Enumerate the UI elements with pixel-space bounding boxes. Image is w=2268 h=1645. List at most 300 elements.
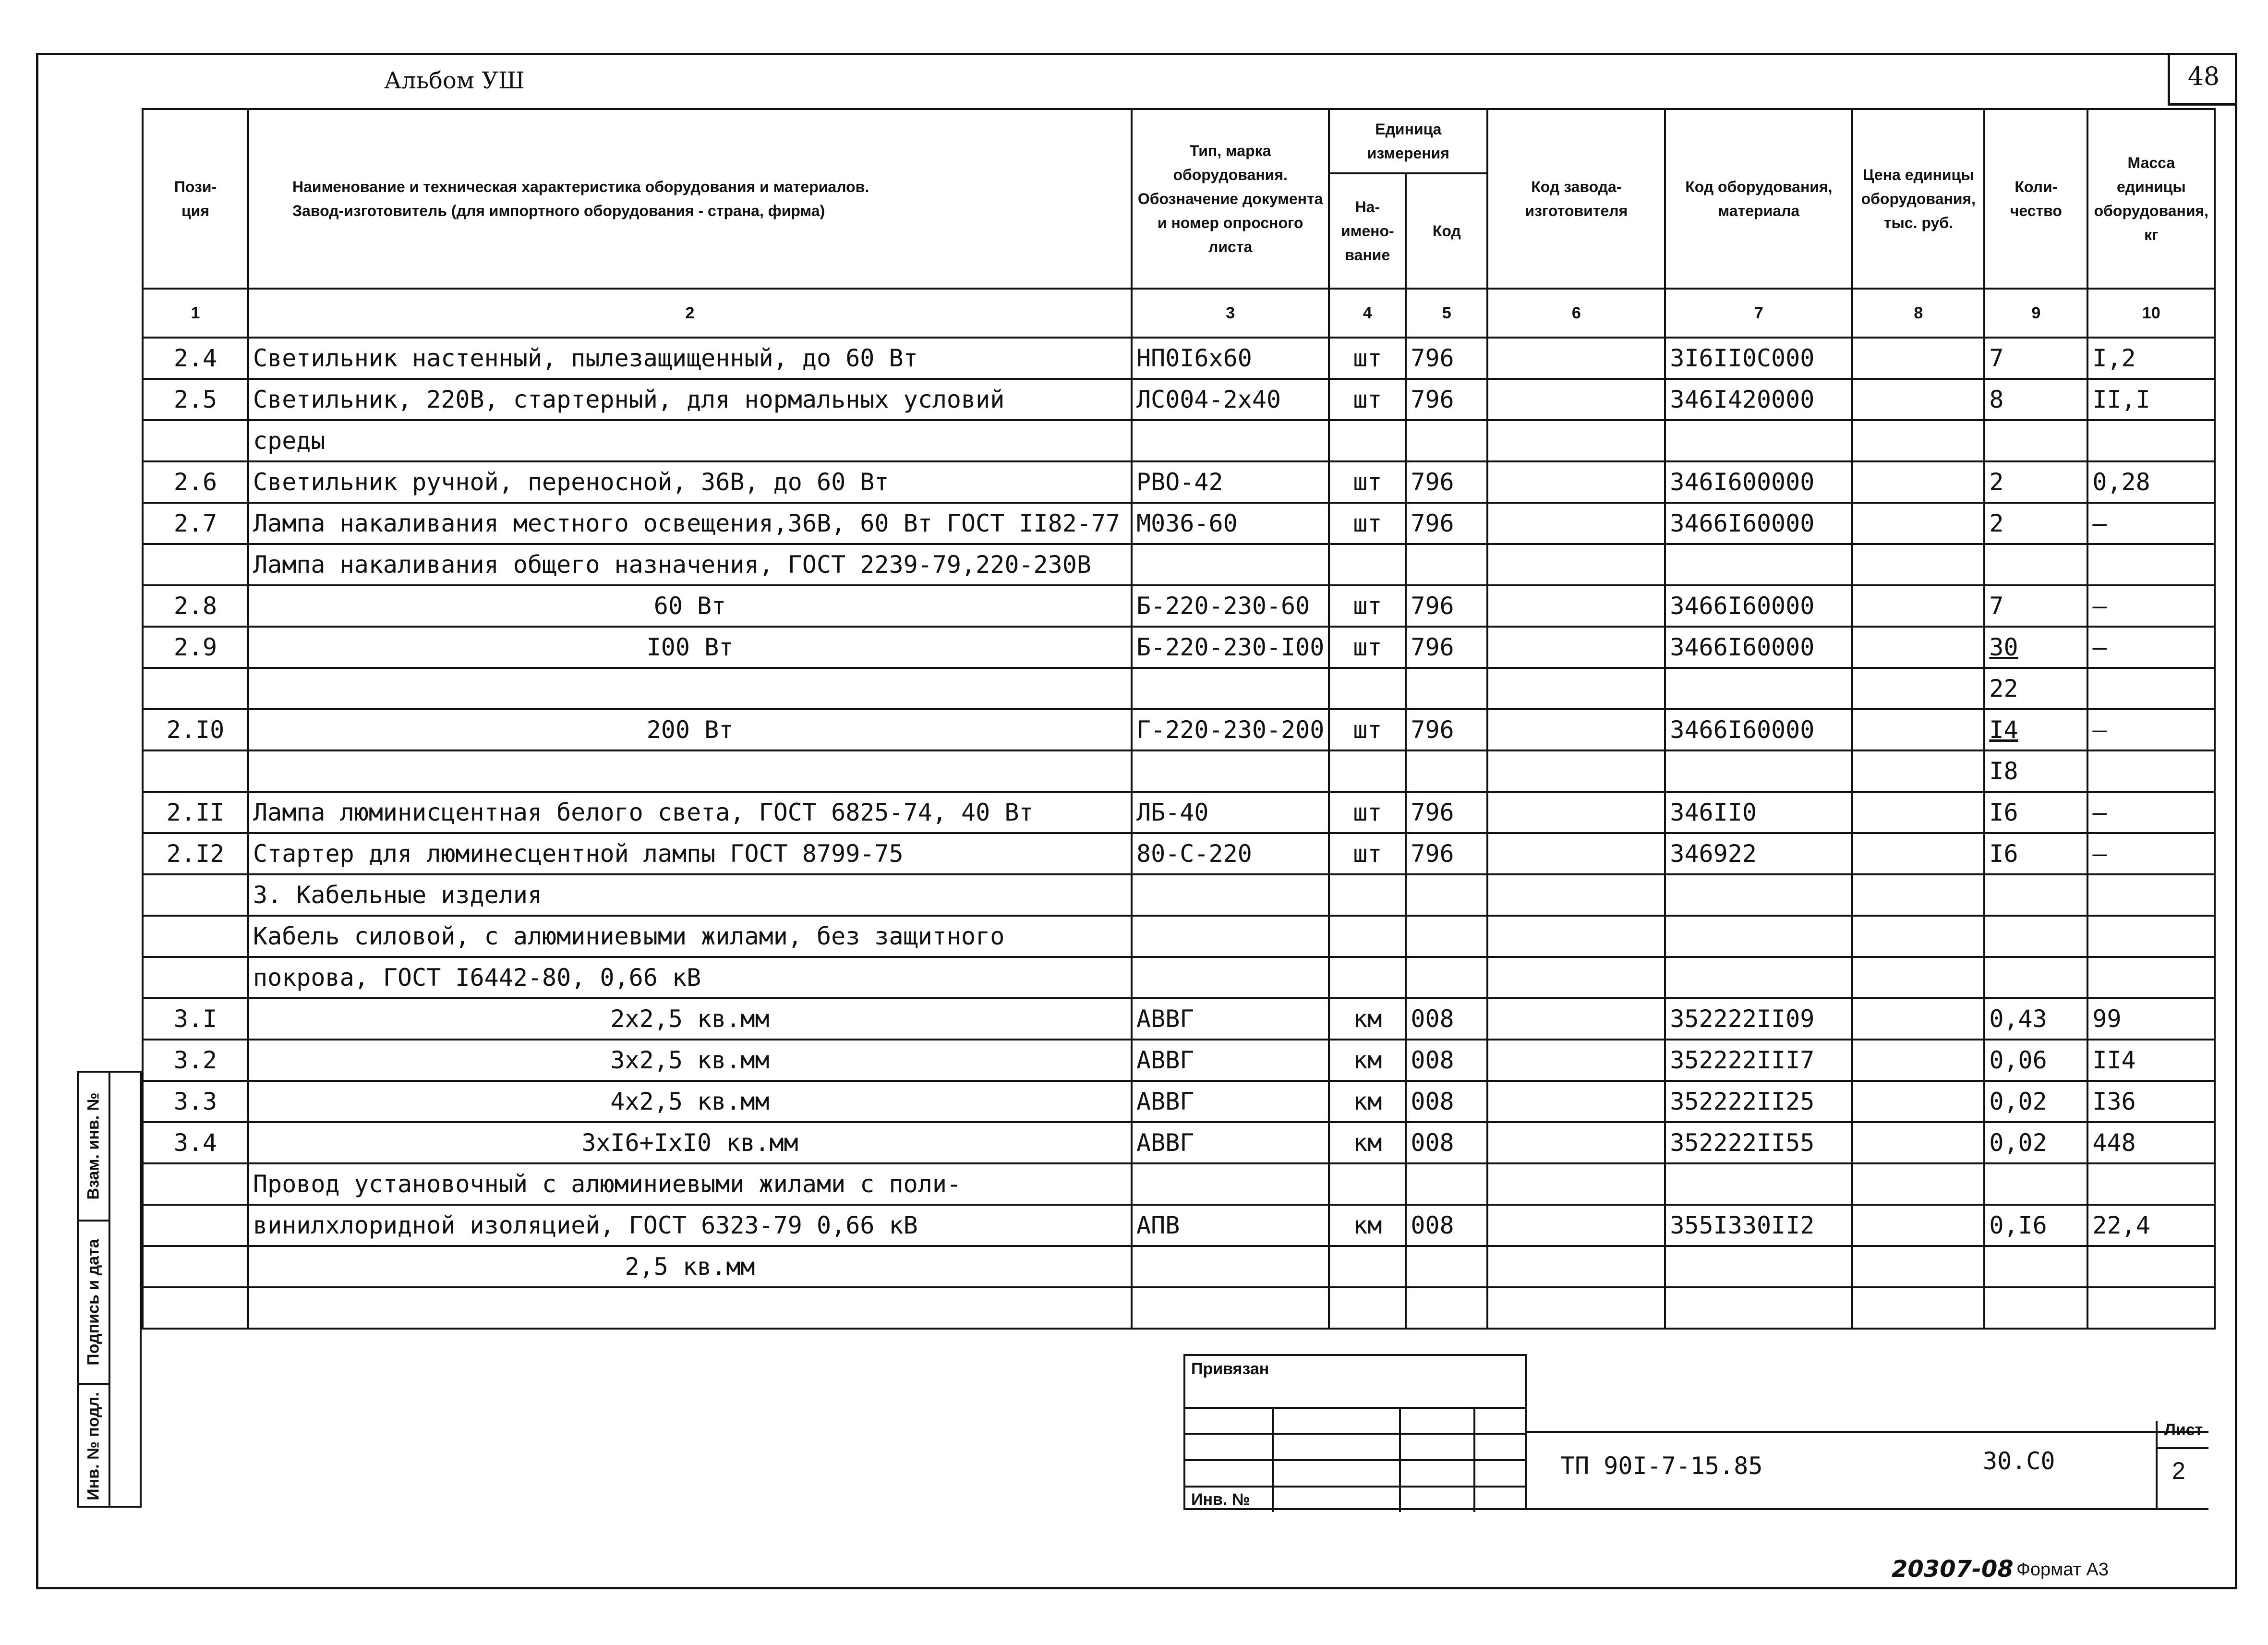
cell-equip-code xyxy=(1665,544,1852,585)
cell-mass: II,I xyxy=(2087,379,2215,420)
side-zam-inv: Взам. инв. № xyxy=(79,1073,109,1222)
document-suffix: 30.С0 xyxy=(1983,1447,2055,1475)
cell-price xyxy=(1852,709,1984,750)
cell-unit xyxy=(1329,668,1406,709)
cell-type xyxy=(1132,420,1329,461)
cell-qty xyxy=(1984,1287,2087,1329)
cell-qty: I6 xyxy=(1984,833,2087,874)
cell-factory-code xyxy=(1487,998,1665,1040)
side-inv-podl: Инв. № подл. xyxy=(84,1392,103,1500)
cell-pos: 3.I xyxy=(143,998,248,1040)
cell-factory-code xyxy=(1487,1122,1665,1163)
cell-pos xyxy=(143,420,248,461)
cell-equip-code xyxy=(1665,916,1852,957)
cell-qty xyxy=(1984,420,2087,461)
cell-unit-code xyxy=(1406,916,1487,957)
cell-name: Лампа люминисцентная белого света, ГОСТ 6825-74, 40 Вт xyxy=(248,792,1132,833)
cell-equip-code xyxy=(1665,1246,1852,1287)
cell-name: 4х2,5 кв.мм xyxy=(248,1081,1132,1122)
header-mass: Масса единицы оборудования, кг xyxy=(2087,109,2215,289)
cell-pos: 2.4 xyxy=(143,338,248,379)
table-row xyxy=(143,420,2215,461)
table-row xyxy=(143,1081,2215,1122)
cell-qty: 22 xyxy=(1984,668,2087,709)
cell-unit-code: 796 xyxy=(1406,503,1487,544)
cell-mass xyxy=(2087,1287,2215,1329)
privyazan-label: Привязан xyxy=(1191,1360,1269,1378)
cell-pos xyxy=(143,874,248,916)
header-equip-code: Код оборудования, материала xyxy=(1665,109,1852,289)
header-unit-name: На-имено-вание xyxy=(1329,173,1406,289)
cell-price xyxy=(1852,585,1984,627)
cell-equip-code xyxy=(1665,420,1852,461)
cell-type: НП0I6х60 xyxy=(1132,338,1329,379)
cell-mass xyxy=(2087,1163,2215,1205)
cell-factory-code xyxy=(1487,1081,1665,1122)
cell-type: АВВГ xyxy=(1132,1122,1329,1163)
cell-unit xyxy=(1329,874,1406,916)
header-factory-code: Код завода-изготовителя xyxy=(1487,109,1665,289)
table-row xyxy=(143,957,2215,998)
cell-mass: 0,28 xyxy=(2087,461,2215,503)
cell-type xyxy=(1132,668,1329,709)
cell-unit xyxy=(1329,544,1406,585)
table-row xyxy=(143,379,2215,420)
cell-price xyxy=(1852,1205,1984,1246)
cell-pos xyxy=(143,668,248,709)
cell-qty xyxy=(1984,544,2087,585)
cell-unit-code xyxy=(1406,420,1487,461)
cell-name: Светильник настенный, пылезащищенный, до 60 Вт xyxy=(248,338,1132,379)
cell-equip-code xyxy=(1665,750,1852,792)
cell-equip-code: 346I600000 xyxy=(1665,461,1852,503)
cell-qty xyxy=(1984,1163,2087,1205)
cell-qty: 0,06 xyxy=(1984,1040,2087,1081)
cell-factory-code xyxy=(1487,585,1665,627)
cell-type: Б-220-230-60 xyxy=(1132,585,1329,627)
table-row xyxy=(143,585,2215,627)
cell-price xyxy=(1852,1163,1984,1205)
column-number: 6 xyxy=(1487,289,1665,338)
cell-factory-code xyxy=(1487,461,1665,503)
cell-unit-code: 008 xyxy=(1406,1040,1487,1081)
cell-factory-code xyxy=(1487,503,1665,544)
cell-unit-code xyxy=(1406,957,1487,998)
cell-name: Стартер для люминесцентной лампы ГОСТ 8799-75 xyxy=(248,833,1132,874)
cell-pos: 3.2 xyxy=(143,1040,248,1081)
cell-equip-code xyxy=(1665,874,1852,916)
cell-qty: 0,02 xyxy=(1984,1081,2087,1122)
column-number: 8 xyxy=(1852,289,1984,338)
cell-name: Кабель силовой, с алюминиевыми жилами, без защитного xyxy=(248,916,1132,957)
cell-equip-code xyxy=(1665,1287,1852,1329)
table-row xyxy=(143,544,2215,585)
cell-unit-code: 796 xyxy=(1406,709,1487,750)
cell-pos: 2.I2 xyxy=(143,833,248,874)
album-label: Альбом УШ xyxy=(384,67,525,94)
column-numbers-row xyxy=(143,289,2215,338)
cell-name: I00 Вт xyxy=(248,627,1132,668)
cell-name: Лампа накаливания общего назначения, ГОСТ 2239-79,220-230В xyxy=(248,544,1132,585)
cell-type xyxy=(1132,1287,1329,1329)
cell-pos xyxy=(143,1287,248,1329)
cell-qty: 0,I6 xyxy=(1984,1205,2087,1246)
cell-type xyxy=(1132,916,1329,957)
page-number: 48 xyxy=(2168,53,2237,106)
cell-unit-code: 796 xyxy=(1406,461,1487,503)
cell-unit-code: 796 xyxy=(1406,627,1487,668)
table-row xyxy=(143,750,2215,792)
header-unit-group: Единица измерения xyxy=(1329,109,1487,173)
cell-pos: 2.7 xyxy=(143,503,248,544)
cell-price xyxy=(1852,668,1984,709)
table-row xyxy=(143,1040,2215,1081)
cell-unit-code: 008 xyxy=(1406,1205,1487,1246)
table-row xyxy=(143,792,2215,833)
cell-mass: I,2 xyxy=(2087,338,2215,379)
cell-mass: 448 xyxy=(2087,1122,2215,1163)
cell-type: АВВГ xyxy=(1132,1040,1329,1081)
cell-factory-code xyxy=(1487,792,1665,833)
table-row xyxy=(143,916,2215,957)
table-row xyxy=(143,998,2215,1040)
cell-price xyxy=(1852,750,1984,792)
cell-mass: – xyxy=(2087,792,2215,833)
table-row xyxy=(143,668,2215,709)
cell-name: Светильник ручной, переносной, 36В, до 60 Вт xyxy=(248,461,1132,503)
cell-qty: 2 xyxy=(1984,503,2087,544)
cell-mass: 22,4 xyxy=(2087,1205,2215,1246)
cell-price xyxy=(1852,338,1984,379)
cell-mass: 99 xyxy=(2087,998,2215,1040)
side-podpis: Подпись и дата xyxy=(79,1222,109,1385)
cell-equip-code: 352222III7 xyxy=(1665,1040,1852,1081)
header-pos: Пози- ция xyxy=(143,109,248,289)
cell-price xyxy=(1852,916,1984,957)
cell-price xyxy=(1852,379,1984,420)
cell-qty: 30 xyxy=(1984,627,2087,668)
table-row xyxy=(143,503,2215,544)
cell-pos xyxy=(143,957,248,998)
cell-mass xyxy=(2087,544,2215,585)
cell-price xyxy=(1852,998,1984,1040)
cell-qty xyxy=(1984,1246,2087,1287)
cell-unit: шт xyxy=(1329,709,1406,750)
specification-table xyxy=(142,108,2216,1330)
cell-pos xyxy=(143,916,248,957)
cell-unit: шт xyxy=(1329,461,1406,503)
cell-unit-code: 008 xyxy=(1406,1122,1487,1163)
cell-price xyxy=(1852,1122,1984,1163)
cell-factory-code xyxy=(1487,916,1665,957)
column-number: 7 xyxy=(1665,289,1852,338)
cell-equip-code: 352222II25 xyxy=(1665,1081,1852,1122)
cell-unit xyxy=(1329,420,1406,461)
table-row xyxy=(143,461,2215,503)
cell-equip-code: 3466I60000 xyxy=(1665,585,1852,627)
cell-qty: 0,02 xyxy=(1984,1122,2087,1163)
cell-name: 2х2,5 кв.мм xyxy=(248,998,1132,1040)
cell-mass: I36 xyxy=(2087,1081,2215,1122)
cell-name: 3. Кабельные изделия xyxy=(248,874,1132,916)
cell-name: Провод установочный с алюминиевыми жилами с поли- xyxy=(248,1163,1132,1205)
table-row xyxy=(143,833,2215,874)
cell-unit: км xyxy=(1329,1205,1406,1246)
sheet-box xyxy=(2156,1421,2208,1510)
cell-name: 3хI6+IхI0 кв.мм xyxy=(248,1122,1132,1163)
cell-pos xyxy=(143,544,248,585)
cell-pos: 2.5 xyxy=(143,379,248,420)
cell-unit-code xyxy=(1406,668,1487,709)
column-number: 2 xyxy=(248,289,1132,338)
cell-factory-code xyxy=(1487,957,1665,998)
cell-unit: км xyxy=(1329,998,1406,1040)
cell-mass: – xyxy=(2087,585,2215,627)
cell-type xyxy=(1132,750,1329,792)
cell-pos: 2.8 xyxy=(143,585,248,627)
cell-qty: 0,43 xyxy=(1984,998,2087,1040)
cell-factory-code xyxy=(1487,1040,1665,1081)
cell-equip-code xyxy=(1665,1163,1852,1205)
cell-equip-code: 3466I60000 xyxy=(1665,627,1852,668)
inventory-number: 20307-08 xyxy=(1892,1556,2014,1583)
sheet-number: 2 xyxy=(2172,1457,2185,1484)
cell-unit: км xyxy=(1329,1122,1406,1163)
cell-price xyxy=(1852,792,1984,833)
cell-equip-code: 352222II09 xyxy=(1665,998,1852,1040)
cell-type xyxy=(1132,544,1329,585)
binding-stamp xyxy=(1183,1354,1527,1510)
cell-unit: шт xyxy=(1329,792,1406,833)
cell-unit-code: 008 xyxy=(1406,1081,1487,1122)
cell-equip-code: 3466I60000 xyxy=(1665,503,1852,544)
table-row xyxy=(143,1122,2215,1163)
inv-no-label: Инв. № xyxy=(1191,1490,1250,1509)
cell-qty xyxy=(1984,957,2087,998)
cell-factory-code xyxy=(1487,420,1665,461)
cell-factory-code xyxy=(1487,709,1665,750)
cell-qty: I6 xyxy=(1984,792,2087,833)
cell-qty xyxy=(1984,874,2087,916)
cell-pos: 2.II xyxy=(143,792,248,833)
cell-type: 80-С-220 xyxy=(1132,833,1329,874)
cell-price xyxy=(1852,874,1984,916)
column-number: 1 xyxy=(143,289,248,338)
title-block xyxy=(1527,1421,2208,1510)
cell-type: АПВ xyxy=(1132,1205,1329,1246)
table-row xyxy=(143,709,2215,750)
cell-factory-code xyxy=(1487,874,1665,916)
cell-unit-code: 796 xyxy=(1406,338,1487,379)
header-unit-code: Код xyxy=(1406,173,1487,289)
cell-factory-code xyxy=(1487,627,1665,668)
cell-type xyxy=(1132,1246,1329,1287)
cell-factory-code xyxy=(1487,379,1665,420)
cell-factory-code xyxy=(1487,338,1665,379)
cell-mass: – xyxy=(2087,627,2215,668)
cell-equip-code: 352222II55 xyxy=(1665,1122,1852,1163)
cell-unit xyxy=(1329,750,1406,792)
cell-name: Лампа накаливания местного освещения,36В, 60 Вт ГОСТ II82-77 xyxy=(248,503,1132,544)
cell-mass xyxy=(2087,420,2215,461)
cell-price xyxy=(1852,1081,1984,1122)
cell-type xyxy=(1132,874,1329,916)
header-qty: Коли-чество xyxy=(1984,109,2087,289)
cell-type: ЛС004-2х40 xyxy=(1132,379,1329,420)
cell-name: винилхлоридной изоляцией, ГОСТ 6323-79 0,66 кВ xyxy=(248,1205,1132,1246)
cell-factory-code xyxy=(1487,668,1665,709)
cell-unit xyxy=(1329,1163,1406,1205)
cell-mass xyxy=(2087,957,2215,998)
cell-price xyxy=(1852,627,1984,668)
sheet-label: Лист xyxy=(2164,1421,2203,1439)
cell-unit: км xyxy=(1329,1081,1406,1122)
document-code: ТП 90I-7-15.85 xyxy=(1560,1452,1763,1480)
cell-equip-code: 355I330II2 xyxy=(1665,1205,1852,1246)
cell-equip-code: 346922 xyxy=(1665,833,1852,874)
cell-type xyxy=(1132,1163,1329,1205)
cell-qty: 7 xyxy=(1984,585,2087,627)
cell-factory-code xyxy=(1487,750,1665,792)
cell-unit-code: 008 xyxy=(1406,998,1487,1040)
table-row xyxy=(143,338,2215,379)
cell-price xyxy=(1852,461,1984,503)
cell-mass: – xyxy=(2087,833,2215,874)
table-row xyxy=(143,1287,2215,1329)
cell-price xyxy=(1852,503,1984,544)
cell-mass: – xyxy=(2087,503,2215,544)
cell-qty: 2 xyxy=(1984,461,2087,503)
column-number: 9 xyxy=(1984,289,2087,338)
cell-qty: 7 xyxy=(1984,338,2087,379)
cell-equip-code: 3466I60000 xyxy=(1665,709,1852,750)
cell-unit-code xyxy=(1406,874,1487,916)
cell-qty: I8 xyxy=(1984,750,2087,792)
cell-pos: 3.4 xyxy=(143,1122,248,1163)
cell-type: Г-220-230-200 xyxy=(1132,709,1329,750)
cell-unit xyxy=(1329,957,1406,998)
cell-name xyxy=(248,668,1132,709)
cell-pos xyxy=(143,1163,248,1205)
cell-mass xyxy=(2087,668,2215,709)
cell-type: РВО-42 xyxy=(1132,461,1329,503)
cell-pos: 2.I0 xyxy=(143,709,248,750)
cell-unit: шт xyxy=(1329,585,1406,627)
cell-mass xyxy=(2087,916,2215,957)
cell-unit: км xyxy=(1329,1040,1406,1081)
cell-price xyxy=(1852,1040,1984,1081)
cell-name: Светильник, 220В, стартерный, для нормальных условий xyxy=(248,379,1132,420)
cell-type: АВВГ xyxy=(1132,1081,1329,1122)
cell-unit-code xyxy=(1406,544,1487,585)
cell-name: 200 Вт xyxy=(248,709,1132,750)
cell-type xyxy=(1132,957,1329,998)
cell-equip-code: 346I420000 xyxy=(1665,379,1852,420)
cell-name: 2,5 кв.мм xyxy=(248,1246,1132,1287)
table-row xyxy=(143,1163,2215,1205)
cell-price xyxy=(1852,1246,1984,1287)
cell-pos xyxy=(143,750,248,792)
cell-unit xyxy=(1329,1287,1406,1329)
cell-unit: шт xyxy=(1329,503,1406,544)
cell-name xyxy=(248,750,1132,792)
cell-unit: шт xyxy=(1329,379,1406,420)
cell-equip-code: 3I6II0C000 xyxy=(1665,338,1852,379)
cell-factory-code xyxy=(1487,1287,1665,1329)
cell-unit: шт xyxy=(1329,833,1406,874)
cell-mass xyxy=(2087,874,2215,916)
cell-pos xyxy=(143,1205,248,1246)
cell-unit-code xyxy=(1406,1287,1487,1329)
cell-equip-code: 346II0 xyxy=(1665,792,1852,833)
cell-type: ЛБ-40 xyxy=(1132,792,1329,833)
cell-unit-code xyxy=(1406,750,1487,792)
table-row xyxy=(143,874,2215,916)
cell-unit xyxy=(1329,916,1406,957)
column-number: 3 xyxy=(1132,289,1329,338)
table-row xyxy=(143,1246,2215,1287)
cell-unit xyxy=(1329,1246,1406,1287)
cell-pos: 3.3 xyxy=(143,1081,248,1122)
cell-unit-code: 796 xyxy=(1406,379,1487,420)
cell-unit: шт xyxy=(1329,627,1406,668)
format-label: Формат А3 xyxy=(2016,1560,2109,1580)
cell-factory-code xyxy=(1487,544,1665,585)
column-number: 10 xyxy=(2087,289,2215,338)
cell-price xyxy=(1852,544,1984,585)
cell-factory-code xyxy=(1487,1246,1665,1287)
column-number: 4 xyxy=(1329,289,1406,338)
table-row xyxy=(143,627,2215,668)
header-name: Наименование и техническая характеристика оборудования и материалов. Завод-изготовитель (для импортного оборудования - страна, фирма) xyxy=(248,109,1132,289)
cell-name: 3х2,5 кв.мм xyxy=(248,1040,1132,1081)
cell-unit-code: 796 xyxy=(1406,585,1487,627)
cell-type: АВВГ xyxy=(1132,998,1329,1040)
cell-mass: – xyxy=(2087,709,2215,750)
cell-name xyxy=(248,1287,1132,1329)
cell-mass xyxy=(2087,750,2215,792)
cell-price xyxy=(1852,420,1984,461)
cell-qty xyxy=(1984,916,2087,957)
cell-qty: 8 xyxy=(1984,379,2087,420)
side-stamp xyxy=(77,1071,142,1508)
cell-mass: II4 xyxy=(2087,1040,2215,1081)
cell-unit-code xyxy=(1406,1246,1487,1287)
header-price: Цена единицы оборудования, тыс. руб. xyxy=(1852,109,1984,289)
header-type: Тип, марка оборудования. Обозначение документа и номер опросного листа xyxy=(1132,109,1329,289)
cell-unit-code: 796 xyxy=(1406,833,1487,874)
cell-factory-code xyxy=(1487,1163,1665,1205)
cell-name: 60 Вт xyxy=(248,585,1132,627)
cell-pos xyxy=(143,1246,248,1287)
table-row xyxy=(143,1205,2215,1246)
cell-mass xyxy=(2087,1246,2215,1287)
cell-factory-code xyxy=(1487,1205,1665,1246)
cell-unit: шт xyxy=(1329,338,1406,379)
cell-equip-code xyxy=(1665,668,1852,709)
cell-equip-code xyxy=(1665,957,1852,998)
cell-price xyxy=(1852,957,1984,998)
cell-name: среды xyxy=(248,420,1132,461)
cell-type: Б-220-230-I00 xyxy=(1132,627,1329,668)
cell-qty: I4 xyxy=(1984,709,2087,750)
cell-factory-code xyxy=(1487,833,1665,874)
cell-unit-code: 796 xyxy=(1406,792,1487,833)
cell-pos: 2.9 xyxy=(143,627,248,668)
cell-pos: 2.6 xyxy=(143,461,248,503)
column-number: 5 xyxy=(1406,289,1487,338)
cell-price xyxy=(1852,1287,1984,1329)
